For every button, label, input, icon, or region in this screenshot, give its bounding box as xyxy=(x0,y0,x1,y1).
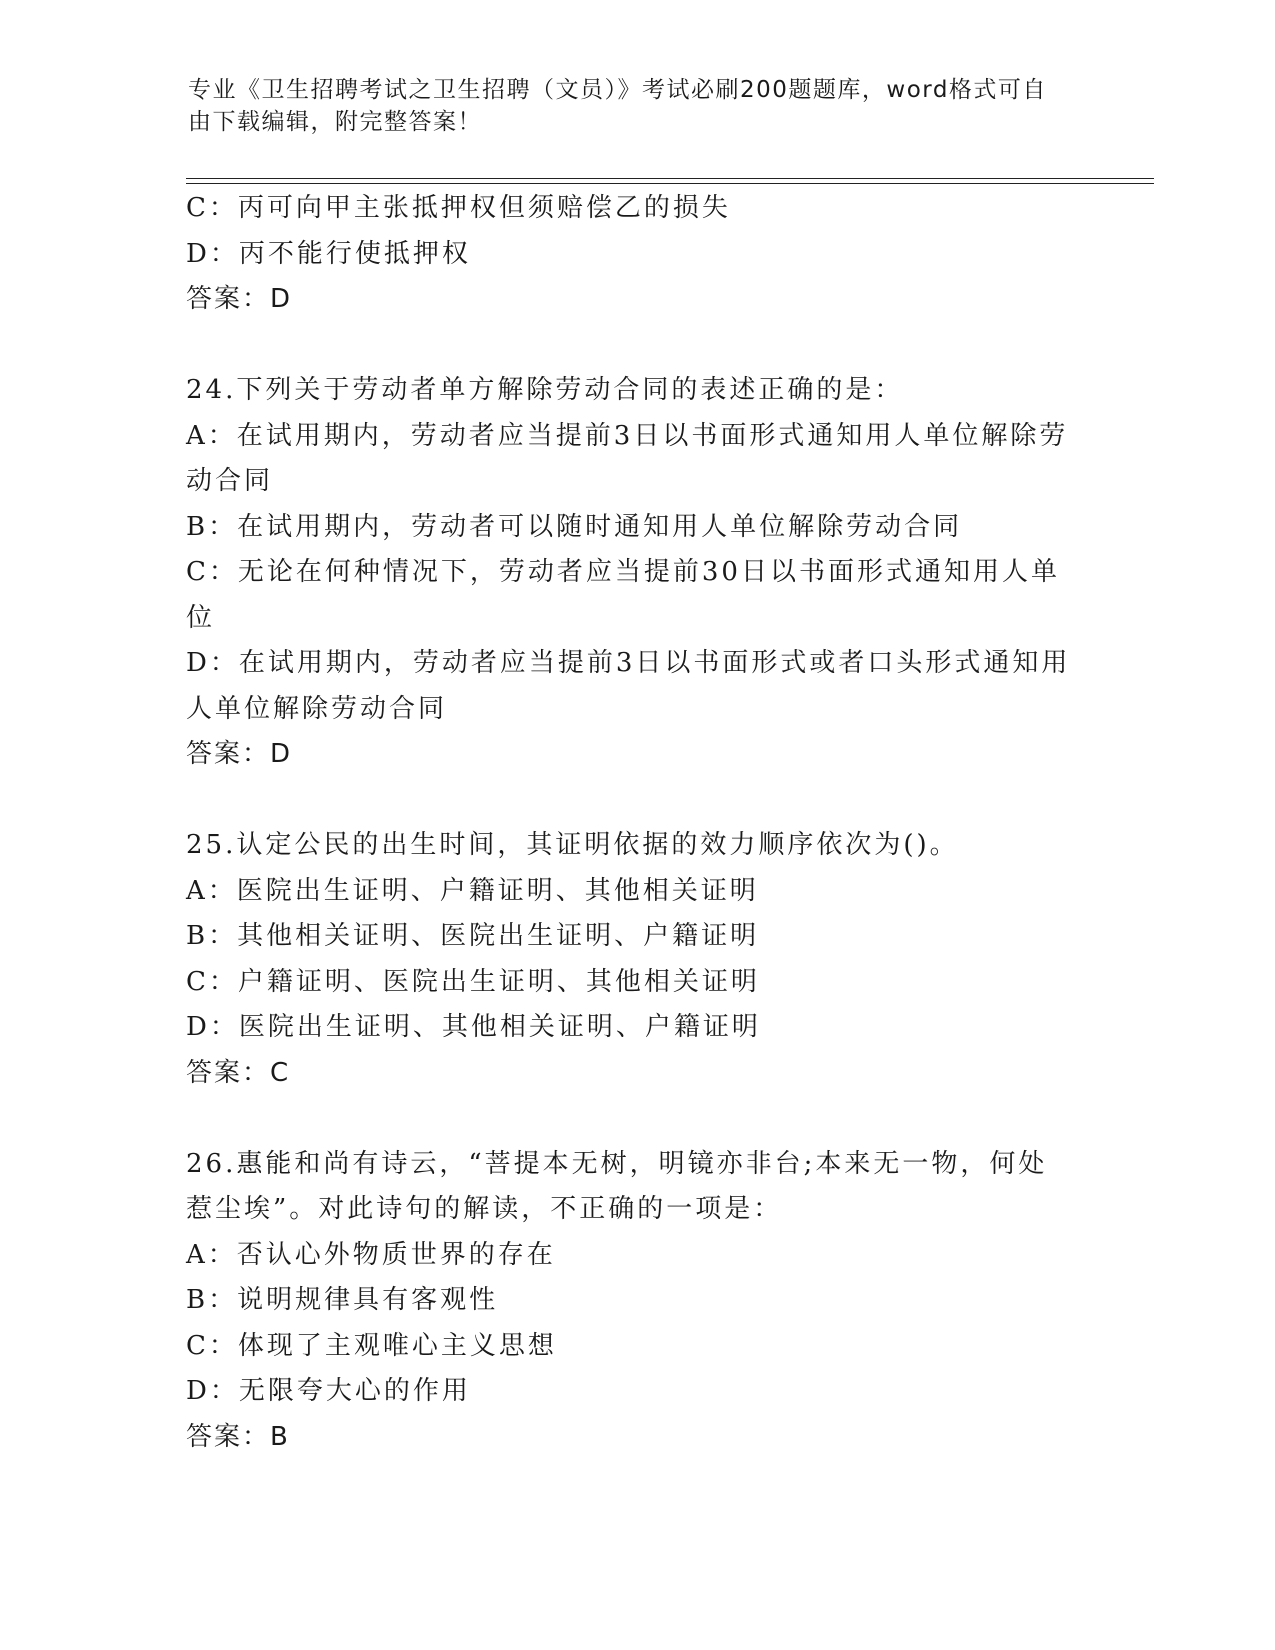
option-d: D：丙不能行使抵押权 xyxy=(186,238,471,269)
answer: 答案：D xyxy=(186,739,293,769)
question-26 xyxy=(186,1142,1086,1461)
option-c: C：丙可向甲主张抵押权但须赔偿乙的损失 xyxy=(186,193,731,223)
header-divider-top xyxy=(186,178,1154,179)
option-d: D：医院出生证明、其他相关证明、户籍证明 xyxy=(186,1012,761,1042)
option-c: C：体现了主观唯心主义思想 xyxy=(186,1330,557,1361)
option-c: C：无论在何种情况下，劳动者应当提前30日以书面形式通知用人单 xyxy=(186,557,1060,587)
answer: 答案：C xyxy=(186,1057,291,1088)
question-23 xyxy=(186,186,1086,323)
spacer xyxy=(186,1096,1086,1142)
header-divider-bottom xyxy=(186,183,1154,184)
answer: 答案：B xyxy=(186,1421,290,1452)
question-text: 25.认定公民的出生时间，其证明依据的效力顺序依次为()。 xyxy=(186,830,959,860)
option-d: D：无限夸大心的作用 xyxy=(186,1376,471,1406)
question-text-cont: 惹尘埃”。对此诗句的解读，不正确的一项是： xyxy=(186,1194,783,1224)
option-c-cont: 位 xyxy=(186,602,216,633)
option-b: B：在试用期内，劳动者可以随时通知用人单位解除劳动合同 xyxy=(186,511,963,542)
document-header xyxy=(188,74,1068,138)
question-24 xyxy=(186,368,1086,778)
header-line-1: 专业《卫生招聘考试之卫生招聘（文员）》考试必刷200题题库，word格式可自 xyxy=(188,77,1047,103)
option-b: B：其他相关证明、医院出生证明、户籍证明 xyxy=(186,921,760,951)
question-text: 26.惠能和尚有诗云，“菩提本无树，明镜亦非台;本来无一物，何处 xyxy=(186,1148,1048,1179)
question-text: 24.下列关于劳动者单方解除劳动合同的表述正确的是： xyxy=(186,375,904,405)
answer: 答案：D xyxy=(186,284,293,314)
option-c: C：户籍证明、医院出生证明、其他相关证明 xyxy=(186,966,760,997)
question-25 xyxy=(186,823,1086,1096)
spacer xyxy=(186,778,1086,824)
option-b: B：说明规律具有客观性 xyxy=(186,1285,499,1315)
option-d: D：在试用期内，劳动者应当提前3日以书面形式或者口头形式通知用 xyxy=(186,648,1071,678)
option-a-cont: 动合同 xyxy=(186,466,274,496)
option-a: A：医院出生证明、户籍证明、其他相关证明 xyxy=(186,875,759,906)
option-a: A：在试用期内，劳动者应当提前3日以书面形式通知用人单位解除劳 xyxy=(186,420,1069,451)
spacer xyxy=(186,323,1086,369)
option-d-cont: 人单位解除劳动合同 xyxy=(186,693,448,724)
document-body xyxy=(186,186,1086,1460)
option-a: A：否认心外物质世界的存在 xyxy=(186,1239,556,1270)
header-line-2: 由下载编辑，附完整答案！ xyxy=(188,109,482,135)
